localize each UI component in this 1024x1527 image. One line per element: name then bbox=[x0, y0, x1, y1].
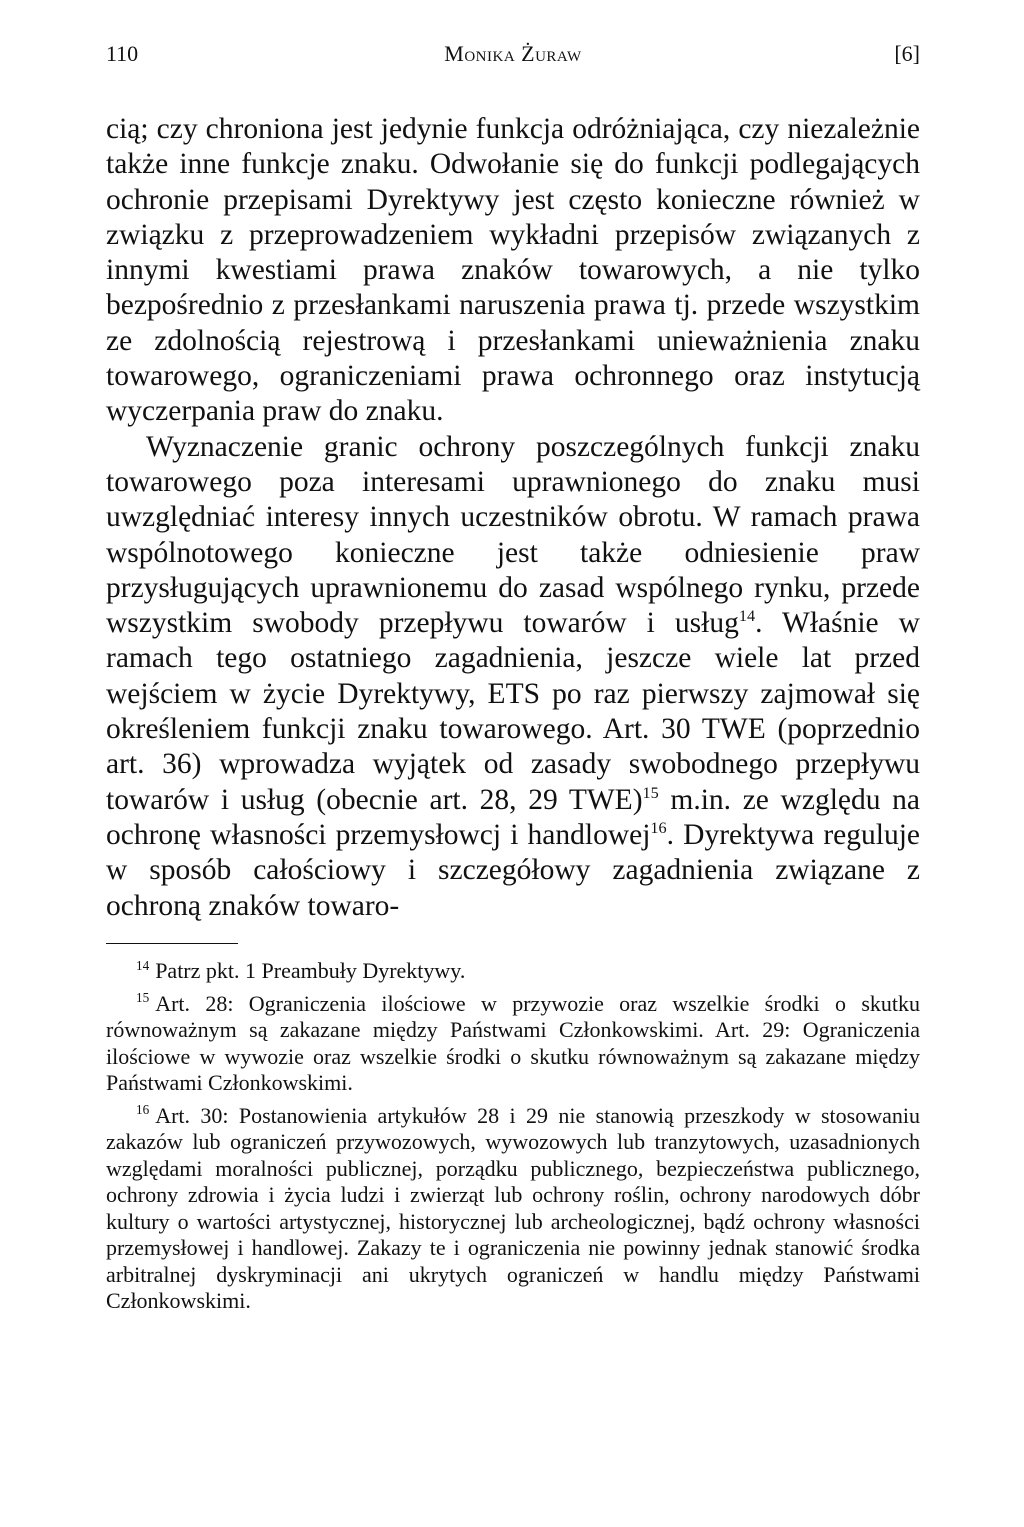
footnote-text: Art. 28: Ograniczenia ilościowe w przywozie oraz wszelkie środki o skutku równoważnym są zakazane między Państwami Członkowskimi. Art. 29: Ograniczenia ilościowe w wywozie oraz wszelkie środki o skutku równoważnym są zakazane między Państwami Członkowskimi. bbox=[106, 990, 920, 1095]
footnotes bbox=[106, 958, 920, 1321]
paragraph-1: cią; czy chroniona jest jedynie funkcja odróżniająca, czy niezależnie także inne funkcje znaku. Odwołanie się do funkcji podlegających ochronie przepisami Dyrektywy jest często konieczne również w związku z przeprowadzeniem wykładni przepisów związanych z innymi kwestiami prawa znaków towarowych, a nie tylko bezpośrednio z przesłankami naruszenia prawa tj. przede wszystkim ze zdolnością rejestrową i przesłankami unieważnienia znaku towarowego, ograniczeniami prawa ochronnego oraz instytucją wyczerpania praw do znaku. bbox=[106, 113, 920, 428]
footnote-ref-16[interactable]: 16 bbox=[650, 819, 667, 838]
main-text bbox=[106, 112, 920, 924]
running-header bbox=[106, 38, 920, 70]
paragraph-2-part-4: . Dyrektywa reguluje w sposób całościowy i szczegółowy zagadnienia związane z ochroną znaków towaro- bbox=[106, 818, 920, 922]
footnote-text: Art. 30: Postanowienia artykułów 28 i 29 nie stanowią przeszkody w stosowaniu zakazów lub ograniczeń przywozowych, wywozowych lub tranzytowych, uzasadnionych względami moralności publicznej, porządku publicznego, bezpieczeństwa publicznego, ochrony zdrowia i życia ludzi i zwierząt lub ochrony roślin, ochrony narodowych dóbr kultury o wartości artystycznej, historycznej lub archeologicznej, bądź ochrony własności przemysłowej i handlowej. Zakazy te i ograniczenia nie powinny jednak stanowić środka arbitralnej dyskryminacji ani ukrytych ograniczeń w handlu między Państwami Członkowskimi. bbox=[106, 1102, 920, 1313]
footnote-15 bbox=[106, 991, 920, 1097]
footnote-ref-14[interactable]: 14 bbox=[738, 607, 756, 626]
footnote-number: 15 bbox=[136, 990, 150, 1006]
footnote-separator bbox=[106, 943, 238, 944]
running-header-author: Monika Żuraw bbox=[444, 41, 582, 66]
footnote-14 bbox=[106, 958, 920, 985]
footnote-number: 16 bbox=[136, 1102, 150, 1118]
paragraph-2-part-3: m.in. ze względu na ochronę własności przemysłowcj i handlowej bbox=[106, 783, 920, 851]
section-number: [6] bbox=[894, 41, 920, 66]
page-number: 110 bbox=[106, 41, 139, 66]
footnote-16 bbox=[106, 1103, 920, 1315]
paragraph-2-part-1: Wyznaczenie granic ochrony poszczególnych funkcji znaku towarowego poza interesami uprawnionego do znaku musi uwzględniać interesy innych uczestników obrotu. W ramach prawa wspólnotowego konieczne jest także odniesienie praw przysługujących uprawnionemu do zasad wspólnego rynku, przede wszystkim swobody przepływu towarów i usług bbox=[106, 430, 920, 640]
footnote-text: Patrz pkt. 1 Preambuły Dyrektywy. bbox=[155, 958, 466, 983]
paragraph-2-part-2: . Właśnie w ramach tego ostatniego zagadnienia, jeszcze wiele lat przed wejściem w życie Dyrektywy, ETS po raz pierwszy zajmował się określeniem funkcji znaku towarowego. Art. 30 TWE (poprzednio art. 36) wprowadza wyjątek od zasady swobodnego przepływu towarów i usług (obecnie art. 28, 29 TWE) bbox=[106, 607, 920, 816]
paragraph-2 bbox=[106, 430, 920, 924]
footnote-ref-15[interactable]: 15 bbox=[642, 783, 659, 802]
footnote-number: 14 bbox=[136, 957, 150, 973]
